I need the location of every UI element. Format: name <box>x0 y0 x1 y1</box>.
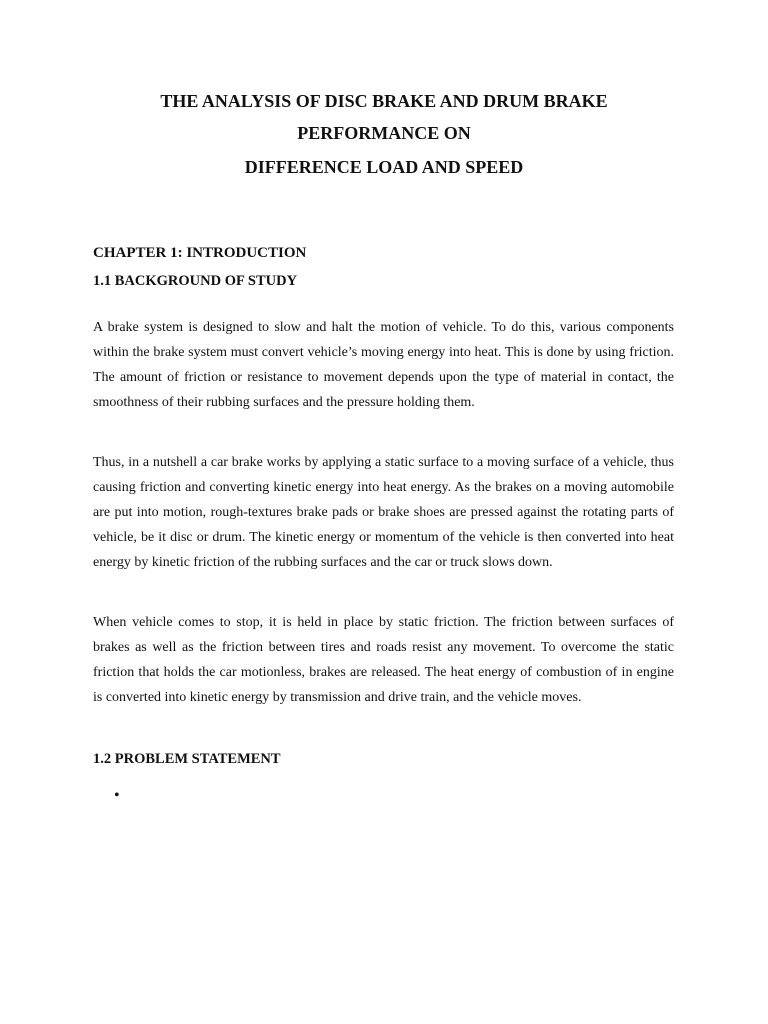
document-title-line-1: THE ANALYSIS OF DISC BRAKE AND DRUM BRAKE <box>160 91 608 111</box>
empty-bullet-point: • <box>114 787 120 804</box>
paragraph-static-friction: When vehicle comes to stop, it is held in place by static friction. The friction between surfaces of brakes as well as the friction between tires and roads resist any movement. To overcome the static friction that holds the car motionless, brakes are released. The heat energy of combustion of in engine is converted into kinetic energy by transmission and drive train, and the vehicle moves. <box>93 615 674 705</box>
paragraph-brake-system: A brake system is designed to slow and halt the motion of vehicle. To do this, various components within the brake system must convert vehicle’s moving energy into heat. This is done by using friction. The amount of friction or resistance to movement depends upon the type of material in contact, the smoothness of their rubbing surfaces and the pressure holding them. <box>93 320 674 410</box>
document-title-line-3: DIFFERENCE LOAD AND SPEED <box>244 157 524 177</box>
section-heading-problem-statement: 1.2 PROBLEM STATEMENT <box>93 751 281 767</box>
document-title-line-2: PERFORMANCE ON <box>297 123 471 143</box>
section-heading-background: 1.1 BACKGROUND OF STUDY <box>93 273 298 289</box>
paragraph-how-brakes-work: Thus, in a nutshell a car brake works by applying a static surface to a moving surface of a vehicle, thus causing friction and converting kinetic energy into heat energy. As the brakes on a moving automobile are put into motion, rough-textures brake pads or brake shoes are pressed against the rotating parts of vehicle, be it disc or drum. The kinetic energy or momentum of the vehicle is then converted into heat energy by kinetic friction of the rubbing surfaces and the car or truck slows down. <box>93 455 674 570</box>
chapter-heading: CHAPTER 1: INTRODUCTION <box>93 245 307 261</box>
